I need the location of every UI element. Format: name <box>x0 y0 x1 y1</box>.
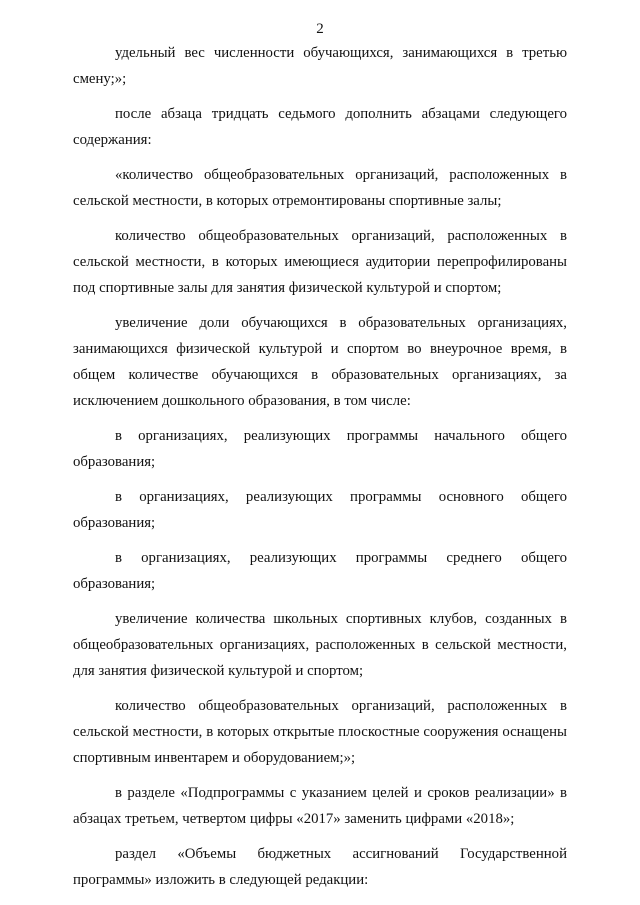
paragraph: количество общеобразовательных организаций, расположенных в сельской местности, в которых имеющиеся аудитории перепрофилированы под спортивные залы для занятия физической культурой и спортом; <box>73 228 567 296</box>
page-number: 2 <box>316 21 324 37</box>
paragraph: удельный вес численности обучающихся, занимающихся в третью смену;»; <box>73 45 567 87</box>
paragraph: раздел «Объемы бюджетных ассигнований Государственной программы» изложить в следующей редакции: <box>73 846 567 888</box>
paragraph: «количество общеобразовательных организаций, расположенных в сельской местности, в которых отремонтированы спортивные залы; <box>73 167 567 209</box>
paragraph: увеличение количества школьных спортивных клубов, созданных в общеобразовательных организациях, расположенных в сельской местности, для занятия физической культурой и спортом; <box>73 611 567 679</box>
document-body <box>73 40 567 893</box>
paragraph: количество общеобразовательных организаций, расположенных в сельской местности, в которых открытые плоскостные сооружения оснащены спортивным инвентарем и оборудованием;»; <box>73 698 567 766</box>
paragraph: после абзаца тридцать седьмого дополнить абзацами следующего содержания: <box>73 106 567 148</box>
paragraph: увеличение доли обучающихся в образовательных организациях, занимающихся физической культурой и спортом во внеурочное время, в общем количестве обучающихся в образовательных организациях, за исключением дошкольного образования, в том числе: <box>73 315 567 409</box>
paragraph: в разделе «Подпрограммы с указанием целей и сроков реализации» в абзацах третьем, четвертом цифры «2017» заменить цифрами «2018»; <box>73 785 567 827</box>
paragraph: в организациях, реализующих программы среднего общего образования; <box>73 550 567 592</box>
paragraph: в организациях, реализующих программы основного общего образования; <box>73 489 567 531</box>
paragraph: в организациях, реализующих программы начального общего образования; <box>73 428 567 470</box>
